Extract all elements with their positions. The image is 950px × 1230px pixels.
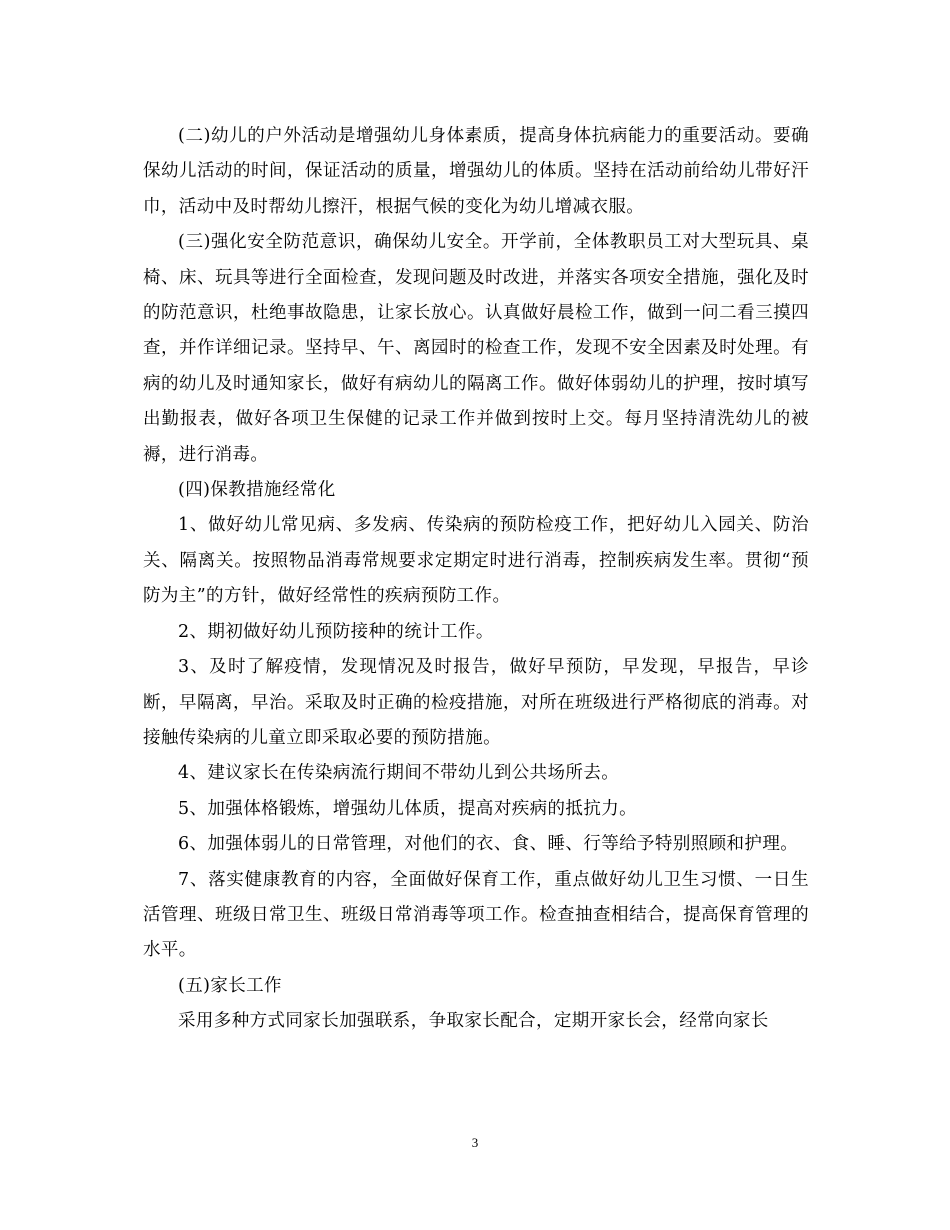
list-item-7: 7、落实健康教育的内容，全面做好保育工作，重点做好幼儿卫生习惯、一日生活管理、班级日常卫生、班级日常消毒等项工作。检查抽查相结合，提高保育管理的水平。 [143, 869, 809, 961]
heading-parent-work: (五)家长工作 [178, 975, 282, 996]
list-item-4: 4、建议家长在传染病流行期间不带幼儿到公共场所去。 [178, 763, 620, 784]
heading-care-measures: (四)保教措施经常化 [178, 480, 336, 501]
paragraph-parent-contact: 采用多种方式同家长加强联系，争取家长配合，定期开家长会，经常向家长 [178, 1011, 769, 1032]
paragraph-outdoor-activity: (二)幼儿的户外活动是增强幼儿身体素质，提高身体抗病能力的重要活动。要确保幼儿活动的时间，保证活动的质量，增强幼儿的体质。坚持在活动前给幼儿带好汗巾，活动中及时帮幼儿擦汗，根据气候的变化为幼儿增减衣服。 [143, 126, 809, 217]
page-number: 3 [471, 1135, 479, 1150]
list-item-2: 2、期初做好幼儿预防接种的统计工作。 [178, 621, 494, 642]
list-item-3: 3、及时了解疫情，发现情况及时报告，做好早预防，早发现，早报告，早诊断，早隔离，早治。采取及时正确的检疫措施，对所在班级进行严格彻底的消毒。对接触传染病的儿童立即采取必要的预防措施。 [143, 657, 809, 748]
list-item-6: 6、加强体弱儿的日常管理，对他们的衣、食、睡、行等给予特别照顾和护理。 [178, 834, 799, 855]
paragraph-safety-awareness: (三)强化安全防范意识，确保幼儿安全。开学前，全体教职员工对大型玩具、桌椅、床、玩具等进行全面检查，发现问题及时改进，并落实各项安全措施，强化及时的防范意识，杜绝事故隐患，让家长放心。认真做好晨检工作，做到一问二看三摸四查，并作详细记录。坚持早、午、离园时的检查工作，发现不安全因素及时处理。有病的幼儿及时通知家长，做好有病幼儿的隔离工作。做好体弱幼儿的护理，按时填写出勤报表，做好各项卫生保健的记录工作并做到按时上交。每月坚持清洗幼儿的被褥，进行消毒。 [143, 232, 809, 465]
list-item-5: 5、加强体格锻炼，增强幼儿体质，提高对疾病的抵抗力。 [178, 798, 638, 819]
list-item-1: 1、做好幼儿常见病、多发病、传染病的预防检疫工作，把好幼儿入园关、防治关、隔离关。按照物品消毒常规要求定期定时进行消毒，控制疾病发生率。贯彻“预防为主”的方针，做好经常性的疾病预防工作。 [143, 515, 809, 607]
document-body [143, 119, 809, 1040]
